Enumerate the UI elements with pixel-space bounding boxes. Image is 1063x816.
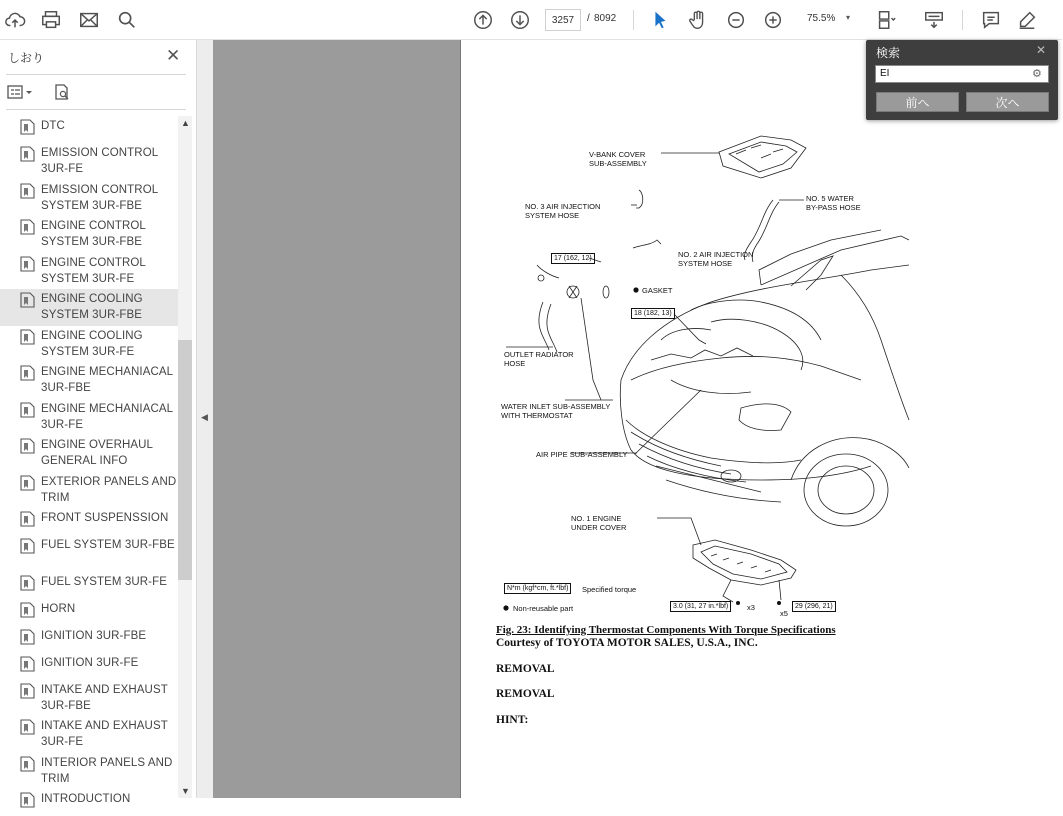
bookmark-icon	[20, 292, 35, 308]
bookmark-item[interactable]	[0, 399, 178, 436]
bookmark-label: EXTERIOR PANELS AND TRIM	[41, 475, 177, 504]
print-icon[interactable]	[39, 8, 63, 32]
bookmark-icon	[20, 475, 35, 491]
bookmark-icon	[20, 402, 35, 418]
bookmark-icon	[20, 602, 35, 618]
torque-spec-18: 18 (182, 13)	[631, 308, 675, 319]
torque-spec-29: 29 (296, 21)	[792, 601, 836, 612]
scrollbar-thumb[interactable]	[178, 340, 192, 580]
find-input[interactable]: EI	[875, 65, 1049, 83]
pdf-page	[460, 40, 1062, 798]
bookmark-item[interactable]	[0, 435, 178, 472]
callout-no5-water-hose: NO. 5 WATER BY-PASS HOSE	[806, 194, 861, 212]
select-cursor-icon[interactable]	[648, 8, 672, 32]
bookmark-item[interactable]	[0, 472, 178, 509]
bookmark-label: DTC	[41, 120, 65, 132]
bookmark-item[interactable]	[0, 789, 178, 816]
bookmark-label: EMISSION CONTROL SYSTEM 3UR-FBE	[41, 183, 158, 212]
bookmark-icon	[20, 575, 35, 591]
zoom-dropdown-icon[interactable]: ▾	[846, 13, 851, 22]
close-icon[interactable]: ✕	[166, 46, 181, 65]
bookmark-icon	[20, 719, 35, 735]
thermostat-components-diagram	[461, 40, 1063, 640]
toolbar-divider	[633, 10, 634, 30]
bookmark-label: FUEL SYSTEM 3UR-FBE	[41, 539, 175, 551]
bookmark-label: ENGINE MECHANIACAL 3UR-FBE	[41, 366, 173, 394]
options-menu-button[interactable]	[7, 82, 33, 102]
scroll-up-icon[interactable]: ▲	[181, 118, 190, 128]
bookmark-label: FRONT SUSPENSSION	[41, 512, 169, 524]
bookmark-item[interactable]	[0, 326, 178, 363]
bookmark-icon	[20, 792, 35, 808]
bookmark-label: IGNITION 3UR-FBE	[41, 629, 147, 642]
bookmark-label: IGNITION 3UR-FE	[41, 656, 139, 669]
torque-spec-17: 17 (162, 12)	[551, 253, 595, 264]
collapse-left-icon[interactable]: ◀	[201, 412, 208, 422]
bookmark-icon	[20, 219, 35, 235]
bookmark-item[interactable]	[0, 362, 178, 399]
mail-icon[interactable]	[77, 8, 101, 32]
next-page-icon[interactable]	[508, 8, 532, 32]
scroll-mode-icon[interactable]	[922, 8, 946, 32]
courtesy-line: Courtesy of TOYOTA MOTOR SALES, U.S.A., INC.	[496, 637, 758, 649]
bookmark-label: INTAKE AND EXHAUST 3UR-FE	[41, 720, 168, 748]
bookmark-icon	[20, 683, 35, 699]
heading-removal: REMOVAL	[496, 663, 555, 675]
bookmark-item[interactable]	[0, 653, 178, 680]
bookmark-label: ENGINE OVERHAUL GENERAL INFO	[41, 439, 153, 467]
comment-icon[interactable]	[979, 8, 1003, 32]
find-bookmark-button[interactable]	[53, 82, 71, 102]
bookmark-icon	[20, 329, 35, 345]
zoom-level[interactable]: 75.5%	[807, 13, 836, 24]
search-icon[interactable]	[115, 8, 139, 32]
page-separator: /	[587, 13, 590, 24]
panel-collapse-handle[interactable]	[197, 40, 213, 798]
find-previous-button[interactable]: 前へ	[876, 92, 959, 112]
bookmark-icon	[20, 756, 35, 772]
bookmark-item[interactable]	[0, 599, 178, 626]
bookmark-label: FUEL SYSTEM 3UR-FE	[41, 575, 167, 588]
callout-v-bank-cover: V-BANK COVER SUB-ASSEMBLY	[589, 150, 647, 168]
bookmark-icon	[20, 365, 35, 381]
bookmark-item[interactable]	[0, 535, 178, 572]
bookmark-item[interactable]	[0, 508, 178, 535]
figure-caption: Fig. 23: Identifying Thermostat Components With Torque Specifications	[496, 624, 836, 636]
torque-count-x3: x3	[747, 603, 755, 612]
bookmark-label: ENGINE CONTROL SYSTEM 3UR-FE	[41, 256, 146, 285]
bookmark-label: ENGINE CONTROL SYSTEM 3UR-FBE	[41, 220, 146, 248]
divider	[6, 74, 186, 75]
page-fit-icon[interactable]	[874, 8, 898, 32]
zoom-out-icon[interactable]	[724, 8, 748, 32]
bookmark-list	[0, 116, 178, 805]
document-canvas	[213, 40, 1062, 798]
find-next-button[interactable]: 次へ	[966, 92, 1049, 112]
bookmark-label: INTAKE AND EXHAUST 3UR-FBE	[41, 683, 168, 712]
torque-legend-units: N*m (kgf*cm, ft.*lbf)	[504, 583, 571, 594]
bookmark-icon	[20, 511, 35, 527]
bookmark-label: ENGINE COOLING SYSTEM 3UR-FE	[41, 329, 143, 358]
legend-specified-torque: Specified torque	[582, 585, 637, 594]
bookmark-icon	[20, 629, 35, 645]
bookmark-search-icon	[53, 83, 71, 101]
callout-under-cover: NO. 1 ENGINE UNDER COVER	[571, 514, 627, 532]
bookmark-label: EMISSION CONTROL 3UR-FE	[41, 147, 158, 175]
gear-icon[interactable]: ⚙	[1032, 68, 1042, 80]
bookmark-label: ENGINE MECHANIACAL 3UR-FE	[41, 402, 173, 431]
bookmark-icon	[20, 256, 35, 272]
bookmark-label: INTERIOR PANELS AND TRIM	[41, 756, 173, 785]
zoom-in-icon[interactable]	[761, 8, 785, 32]
callout-water-inlet: WATER INLET SUB-ASSEMBLY WITH THERMOSTAT	[501, 402, 611, 420]
bookmark-label: HORN	[41, 602, 76, 615]
torque-count-x5: x5	[780, 609, 788, 618]
callout-gasket: GASKET	[642, 286, 673, 295]
toolbar-divider	[962, 10, 963, 30]
callout-no2-air-hose: NO. 2 AIR INJECTION SYSTEM HOSE	[678, 250, 754, 268]
hand-tool-icon[interactable]	[686, 8, 710, 32]
callout-outlet-radiator-hose: OUTLET RADIATOR HOSE	[504, 350, 574, 368]
highlight-pen-icon[interactable]	[1015, 8, 1039, 32]
page-total: 8092	[594, 13, 617, 24]
bookmark-icon	[20, 146, 35, 162]
callout-no3-air-hose: NO. 3 AIR INJECTION SYSTEM HOSE	[525, 202, 601, 220]
bookmark-label: INTRODUCTION	[41, 793, 131, 805]
scroll-down-icon[interactable]: ▼	[181, 786, 190, 796]
bookmark-icon	[20, 119, 35, 135]
find-panel	[866, 40, 1058, 120]
bookmark-item[interactable]	[0, 716, 178, 753]
upload-cloud-icon[interactable]	[3, 8, 27, 32]
heading-hint: HINT:	[496, 714, 529, 726]
divider	[6, 109, 186, 110]
bookmarks-panel	[0, 40, 197, 805]
panel-title: しおり	[8, 51, 45, 65]
bookmark-item[interactable]	[0, 680, 178, 717]
bookmark-icon	[20, 438, 35, 454]
list-options-icon	[7, 84, 33, 100]
find-panel-title: 検索	[876, 46, 901, 60]
toolbar	[0, 0, 1062, 40]
bookmark-item[interactable]	[0, 253, 178, 290]
bookmark-label: ENGINE COOLING SYSTEM 3UR-FBE	[41, 293, 143, 321]
bookmark-scrollbar[interactable]	[178, 116, 192, 798]
callout-air-pipe: AIR PIPE SUB-ASSEMBLY	[536, 450, 628, 459]
bookmark-item[interactable]	[0, 626, 178, 653]
heading-removal: REMOVAL	[496, 688, 555, 700]
bookmark-icon	[20, 183, 35, 199]
bookmark-item[interactable]	[0, 753, 178, 790]
bookmark-item[interactable]	[0, 572, 178, 599]
torque-spec-3: 3.0 (31, 27 in.*lbf)	[670, 601, 731, 612]
close-icon[interactable]: ✕	[1036, 43, 1047, 57]
bookmark-item[interactable]	[0, 116, 178, 143]
bookmark-item[interactable]	[0, 216, 178, 253]
previous-page-icon[interactable]	[471, 8, 495, 32]
bookmark-icon	[20, 538, 35, 554]
bookmark-icon	[20, 656, 35, 672]
legend-non-reusable: Non-reusable part	[513, 604, 574, 613]
page-number-input[interactable]: 3257	[545, 9, 581, 31]
bookmark-item[interactable]	[0, 289, 178, 326]
bookmark-item[interactable]	[0, 143, 178, 180]
bookmark-item[interactable]	[0, 180, 178, 217]
